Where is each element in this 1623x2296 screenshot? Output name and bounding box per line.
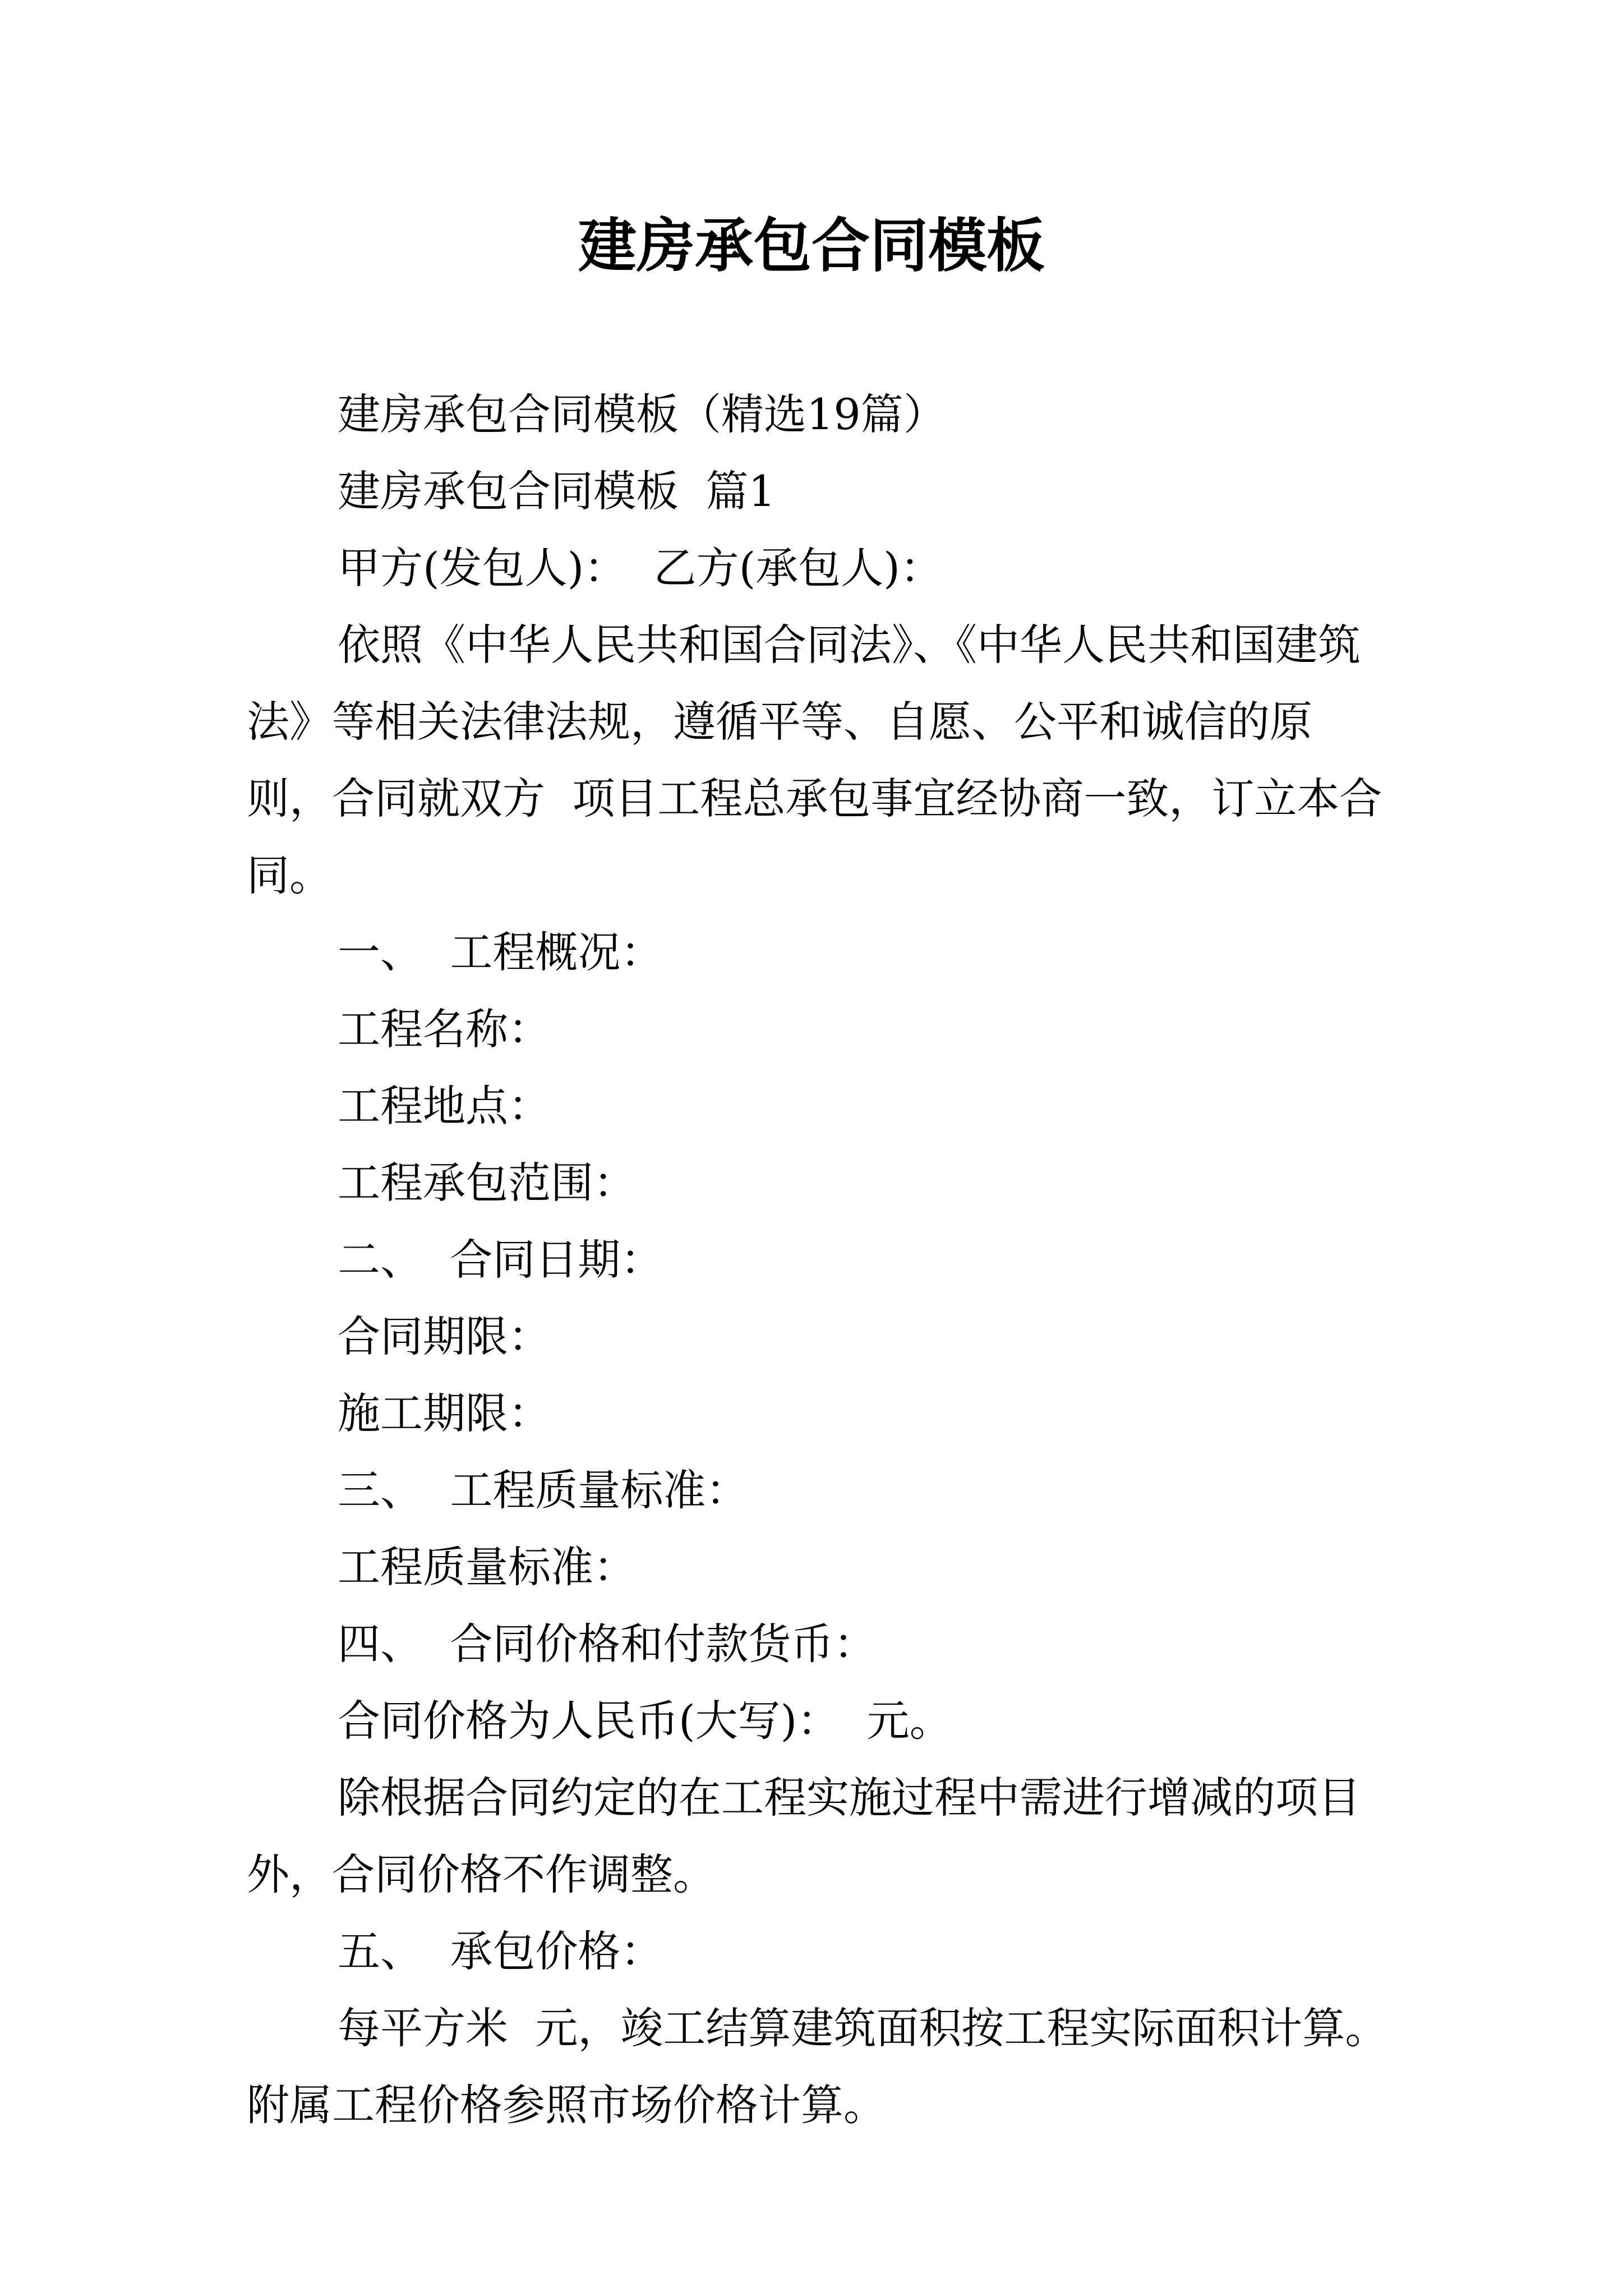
paragraph-project-location: 工程地点： <box>338 1081 551 1131</box>
paragraph-price-adjustment: 除根据合同约定的在工程实施过程中需进行增减的项目外，合同价格不作调整。 <box>247 1773 1361 1899</box>
paragraph-heading-5: 五、 承包价格： <box>338 1926 663 1976</box>
paragraph-project-scope: 工程承包范围： <box>338 1158 636 1208</box>
paragraph-contract-term: 合同期限： <box>338 1312 551 1361</box>
paragraph-parties: 甲方(发包人)： 乙方(承包人)： <box>338 543 943 593</box>
paragraph-unit-price: 每平方米 元，竣工结算建筑面积按工程实际面积计算。附属工程价格参照市场价格计算。 <box>247 2003 1388 2130</box>
paragraph-preamble: 依照《中华人民共和国合同法》、《中华人民共和国建筑法》等相关法律法规，遵循平等、自愿、公平和诚信的原则，合同就双方 项目工程总承包事宜经协商一致，订立本合同。 <box>247 620 1382 900</box>
document-title: 建房承包合同模板 <box>578 211 1045 280</box>
paragraph-heading-3: 三、 工程质量标准： <box>338 1465 749 1515</box>
paragraph-section-heading: 建房承包合同模板 篇1 <box>338 466 776 516</box>
paragraph-contract-price: 合同价格为人民币(大写)： 元。 <box>338 1696 952 1746</box>
paragraph-heading-1: 一、 工程概况： <box>338 927 663 977</box>
paragraph-quality-standard: 工程质量标准： <box>338 1542 636 1592</box>
paragraph-project-name: 工程名称： <box>338 1004 551 1054</box>
paragraph-construction-term: 施工期限： <box>338 1388 551 1438</box>
paragraph-subtitle: 建房承包合同模板（精选19篇） <box>338 389 946 439</box>
document-body <box>247 376 1391 2143</box>
paragraph-heading-4: 四、 合同价格和付款货币： <box>338 1619 877 1669</box>
paragraph-heading-2: 二、 合同日期： <box>338 1235 663 1285</box>
